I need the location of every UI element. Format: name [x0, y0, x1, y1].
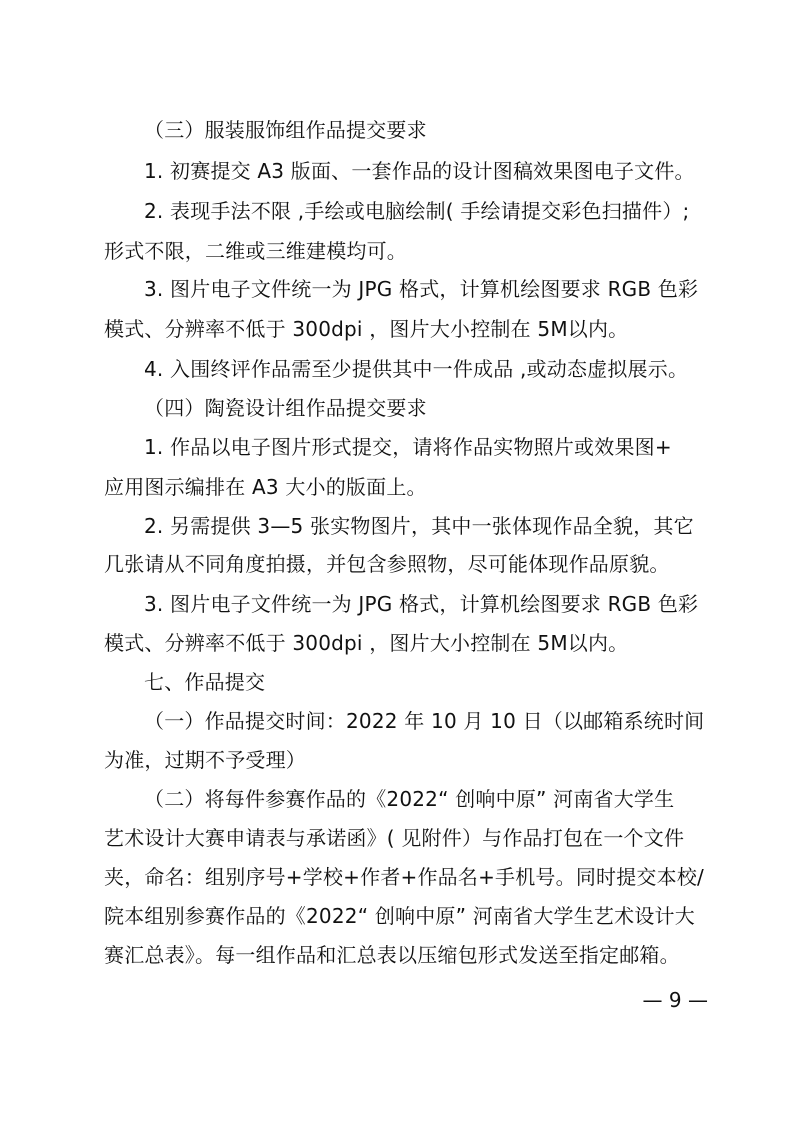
- paragraph-line: （二）将每件参赛作品的《2022“ 创响中原” 河南省大学生: [144, 787, 675, 811]
- paragraph-line: 夹，命名：组别序号+学校+作者+作品名+手机号。同时提交本校/: [104, 865, 704, 889]
- paragraph-line: 3. 图片电子文件统一为 JPG 格式，计算机绘图要求 RGB 色彩: [144, 592, 699, 616]
- paragraph-line: 为准，过期不予受理）: [104, 748, 306, 772]
- section-heading-ceramics: （四）陶瓷设计组作品提交要求: [144, 396, 427, 420]
- paragraph-line: 艺术设计大赛申请表与承诺函》( 见附件）与作品打包在一个文件: [104, 826, 685, 850]
- paragraph-line: 模式、分辨率不低于 300dpi ，图片大小控制在 5M以内。: [104, 631, 629, 655]
- paragraph-line: （一）作品提交时间：2022 年 10 月 10 日（以邮箱系统时间: [144, 709, 705, 733]
- paragraph-line: 几张请从不同角度拍摄，并包含参照物，尽可能体现作品原貌。: [104, 552, 670, 576]
- paragraph-line: 形式不限，二维或三维建模均可。: [104, 239, 407, 263]
- paragraph-line: 2. 另需提供 3—5 张实物图片，其中一张体现作品全貌，其它: [144, 514, 694, 538]
- paragraph-line: 院本组别参赛作品的《2022“ 创响中原” 河南省大学生艺术设计大: [104, 904, 695, 928]
- paragraph-line: 1. 初赛提交 A3 版面、一套作品的设计图稿效果图电子文件。: [144, 159, 695, 183]
- section-heading-apparel: （三）服装服饰组作品提交要求: [144, 118, 427, 142]
- paragraph-line: 赛汇总表》。每一组作品和汇总表以压缩包形式发送至指定邮箱。: [104, 943, 680, 967]
- paragraph-line: 模式、分辨率不低于 300dpi ，图片大小控制在 5M以内。: [104, 317, 629, 341]
- section-heading-submission: 七、作品提交: [144, 670, 266, 694]
- paragraph-line: 1. 作品以电子图片形式提交，请将作品实物照片或效果图+: [144, 435, 672, 459]
- paragraph-line: 应用图示编排在 A3 大小的版面上。: [104, 475, 427, 499]
- paragraph-line: 3. 图片电子文件统一为 JPG 格式，计算机绘图要求 RGB 色彩: [144, 277, 699, 301]
- paragraph-line: 2. 表现手法不限 ,手绘或电脑绘制( 手绘请提交彩色扫描件）;: [144, 199, 690, 223]
- paragraph-line: 4. 入围终评作品需至少提供其中一件成品 ,或动态虚拟展示。: [144, 357, 689, 381]
- page-number: — 9 —: [642, 988, 708, 1012]
